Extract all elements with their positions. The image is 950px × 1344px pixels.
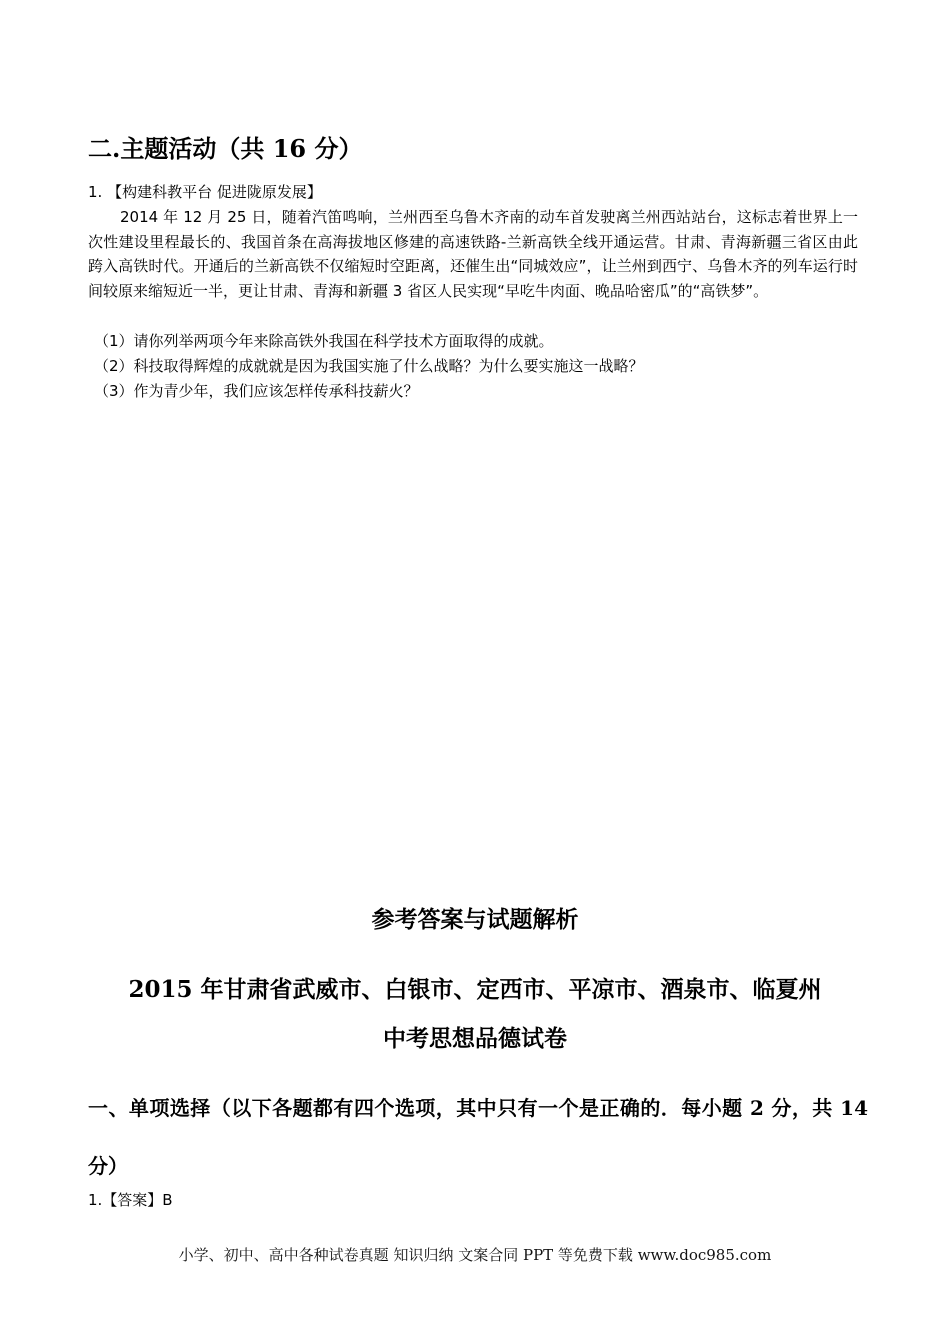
- page-footer: 小学、初中、高中各种试卷真题 知识归纳 文案合同 PPT 等免费下载 www.doc985.com: [178, 1246, 772, 1264]
- part1-heading: 一、单项选择（以下各题都有四个选项，其中只有一个是正确的．每小题 2 分，共 14 分）: [88, 1096, 868, 1178]
- exam-title-line-2: 中考思想品德试卷: [383, 1025, 567, 1052]
- question-title: 1. 【构建科教平台 促进陇原发展】: [88, 183, 322, 201]
- sub-question-2: （2）科技取得辉煌的成就就是因为我国实施了什么战略？为什么要实施这一战略？: [94, 357, 644, 375]
- answers-heading: 参考答案与试题解析: [371, 906, 579, 933]
- question-passage: 2014 年 12 月 25 日，随着汽笛鸣响，兰州西至乌鲁木齐南的动车首发驶离兰州西站站台，这标志着世界上一次性建设里程最长的、我国首条在高海拔地区修建的高速铁路-兰新高铁全线开通运营。甘肃、青海新疆三省区由此跨入高铁时代。开通后的兰新高铁不仅缩短时空距离，还催生出“同城效应”，让兰州到西宁、乌鲁木齐的列车运行时间较原来缩短近一半，更让甘肃、青海和新疆 3 省区人民实现“早吃牛肉面、晚品哈密瓜”的“高铁梦”。: [88, 208, 858, 300]
- section-heading: 二.主题活动（共 16 分）: [88, 134, 363, 163]
- sub-question-1: （1）请你列举两项今年来除高铁外我国在科学技术方面取得的成就。: [94, 332, 554, 350]
- exam-title-line-1: 2015 年甘肃省武威市、白银市、定西市、平凉市、酒泉市、临夏州: [128, 976, 822, 1003]
- answer-q1: 1.【答案】B: [88, 1191, 173, 1209]
- sub-question-3: （3）作为青少年，我们应该怎样传承科技薪火？: [94, 382, 419, 400]
